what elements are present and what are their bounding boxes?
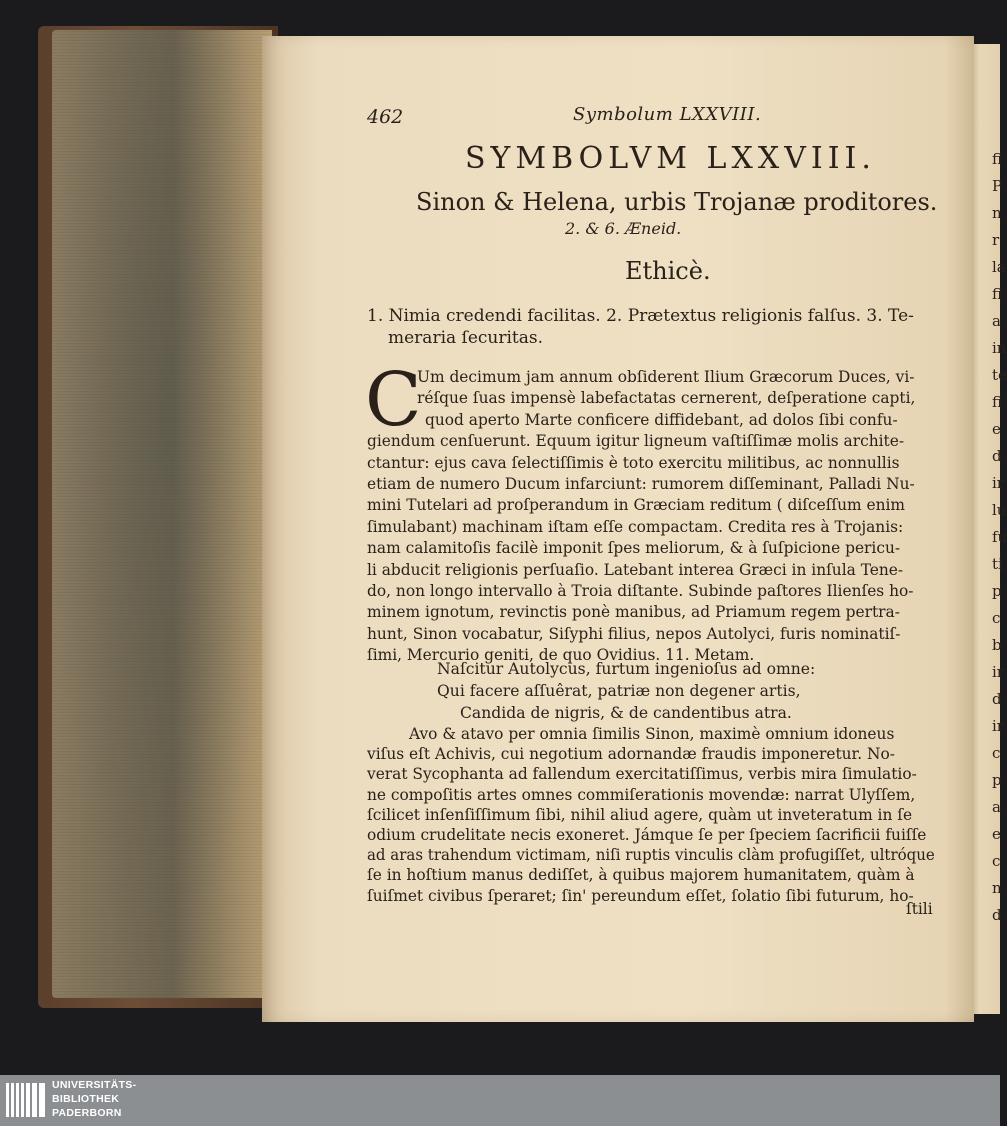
facing-page-fragment: n bbox=[992, 204, 1002, 222]
facing-page-fragment: fi bbox=[992, 393, 1003, 411]
body-line: nam calamitoſis facilè imponit ſpes meliorum, & à ſuſpicione pericu- bbox=[367, 539, 901, 558]
body-line: verat Sycophanta ad fallendum exercitatiſſimus, verbis mira ſimulatio- bbox=[367, 765, 917, 784]
facing-page-fragment: fi bbox=[992, 150, 1003, 168]
page-title: SYMBOLVM LXXVIII. bbox=[465, 141, 876, 176]
body-line: ctantur: ejus cava ſelectiſſimis è toto exercitu militibus, ac nonnullis bbox=[367, 453, 900, 472]
body-line: ne compoſitis artes omnes commiſerationis movendæ: narrat Ulyſſem, bbox=[367, 785, 916, 804]
summary-line: meraria ſecuritas. bbox=[388, 328, 544, 348]
body-line: ſuiſmet civibus ſperaret; ſin' pereundum eſſet, ſolatio ſibi futurum, ho- bbox=[367, 886, 914, 905]
page-number: 462 bbox=[367, 106, 404, 128]
body-line: réſque ſuas impensè labefactatas cernerent, deſperatione capti, bbox=[417, 389, 916, 408]
body-line: Avo & atavo per omnia ſimilis Sinon, maximè omnium idoneus bbox=[409, 725, 895, 743]
facing-page-fragment: d bbox=[992, 906, 1002, 924]
facing-page-fragment: a bbox=[992, 312, 1001, 330]
facing-page-fragment: te bbox=[992, 366, 1007, 384]
body-line: hunt, Sinon vocabatur, Siſyphi filius, nepos Autolyci, furis nominatiſ- bbox=[367, 624, 901, 643]
facing-page-fragment: ir bbox=[992, 474, 1004, 492]
facing-page-fragment: n bbox=[992, 879, 1002, 897]
verse-line: Qui facere aſſuêrat, patriæ non degener artis, bbox=[437, 682, 801, 700]
facing-page-fragment: c bbox=[992, 852, 1001, 870]
body-line: minem ignotum, revinctis ponè manibus, ad Priamum regem pertra- bbox=[367, 603, 900, 622]
body-line: li abducit religionis perſuaſio. Latebant interea Græci in inſula Tene- bbox=[367, 560, 904, 579]
facing-page-fragment: p bbox=[992, 771, 1002, 789]
facing-page-fragment: ir bbox=[992, 663, 1004, 681]
body-line: quod aperto Marte conficere diffidebant, ad dolos ſibi confu- bbox=[425, 410, 898, 429]
facing-page-fragment: a bbox=[992, 798, 1001, 816]
body-line: viſus eſt Achivis, cui negotium adornandæ fraudis imponeretur. No- bbox=[367, 745, 895, 764]
facing-page-fragment: c bbox=[992, 609, 1001, 627]
body-line: ſe in hoſtium manus dediſſet, à quibus majorem humanitatem, quàm à bbox=[367, 866, 915, 885]
drop-cap: C bbox=[365, 357, 422, 443]
body-line: Um decimum jam annum obſiderent Ilium Græcorum Duces, vi- bbox=[417, 368, 915, 386]
body-line: ad aras trahendum victimam, niſi ruptis vinculis clàm profugiſſet, ultróque bbox=[367, 846, 935, 865]
body-line: odium crudelitate necis exoneret. Jámque ſe per ſpeciem ſacrificii fuiſſe bbox=[367, 826, 927, 844]
facing-page-fragment: c bbox=[992, 744, 1001, 762]
body-line: giendum cenſuerunt. Equum igitur ligneum vaſtiſſimæ molis archite- bbox=[367, 432, 905, 451]
facing-page-fragment: p bbox=[992, 582, 1002, 600]
running-head: Symbolum LXXVIII. bbox=[573, 104, 762, 125]
facing-page-fragment: in bbox=[992, 339, 1007, 357]
logo-text-line: BIBLIOTHEK bbox=[52, 1093, 120, 1105]
facing-page-fragment: b bbox=[992, 636, 1002, 654]
facing-page-fragment: fu bbox=[992, 528, 1007, 546]
facing-page-fragment: r bbox=[992, 231, 1000, 249]
facing-page-fragment: e bbox=[992, 420, 1001, 438]
library-footer bbox=[0, 1075, 1000, 1126]
facing-page-fragment: e bbox=[992, 825, 1001, 843]
logo-text-line: UNIVERSITÄTS- bbox=[52, 1079, 137, 1091]
body-line: ſcilicet inſenſiſſimum ſibi, nihil aliud agere, quàm ut inveteratum in ſe bbox=[367, 805, 913, 824]
body-line: mini Tutelari ad proſperandum in Græciam reditum ( diſceſſum enim bbox=[367, 496, 906, 515]
library-logo-icon bbox=[6, 1083, 46, 1117]
body-line: ſimi, Mercurio geniti, de quo Ovidius. 11. Metam. bbox=[367, 646, 755, 665]
page-edges-shade bbox=[52, 30, 272, 998]
facing-page-fragment: fi bbox=[992, 285, 1003, 303]
verse-line: Naſcitur Autolycus, furtum ingenioſus ad omne: bbox=[437, 660, 816, 678]
body-line: etiam de numero Ducum infarciunt: rumorem diſſeminant, Palladi Nu- bbox=[367, 475, 915, 493]
catchword: ſtili bbox=[906, 900, 933, 918]
facing-page-fragment: P bbox=[992, 177, 1003, 195]
body-line: do, non longo intervallo à Troia diſtante. Subinde paſtores Ilienſes ho- bbox=[367, 582, 914, 600]
facing-page-fragment: ir bbox=[992, 717, 1004, 735]
facing-page-fragment: d bbox=[992, 690, 1002, 708]
verse-line: Candida de nigris, & de candentibus atra. bbox=[460, 704, 792, 722]
aeneid-reference: 2. & 6. Æneid. bbox=[565, 219, 682, 238]
body-line: ſimulabant) machinam iſtam eſſe compactam. Credita res à Trojanis: bbox=[367, 517, 904, 536]
facing-page-fragment: la bbox=[992, 258, 1006, 276]
facing-page-fragment: ti bbox=[992, 555, 1003, 573]
facing-page-fragment: d bbox=[992, 447, 1002, 465]
page-subtitle: Sinon & Helena, urbis Trojanæ proditores. bbox=[416, 188, 938, 216]
section-heading: Ethicè. bbox=[625, 257, 711, 285]
summary-line: 1. Nimia credendi facilitas. 2. Prætextus religionis falſus. 3. Te- bbox=[367, 306, 914, 326]
facing-page-fragment: lu bbox=[992, 501, 1007, 519]
logo-text-line: PADERBORN bbox=[52, 1107, 122, 1119]
